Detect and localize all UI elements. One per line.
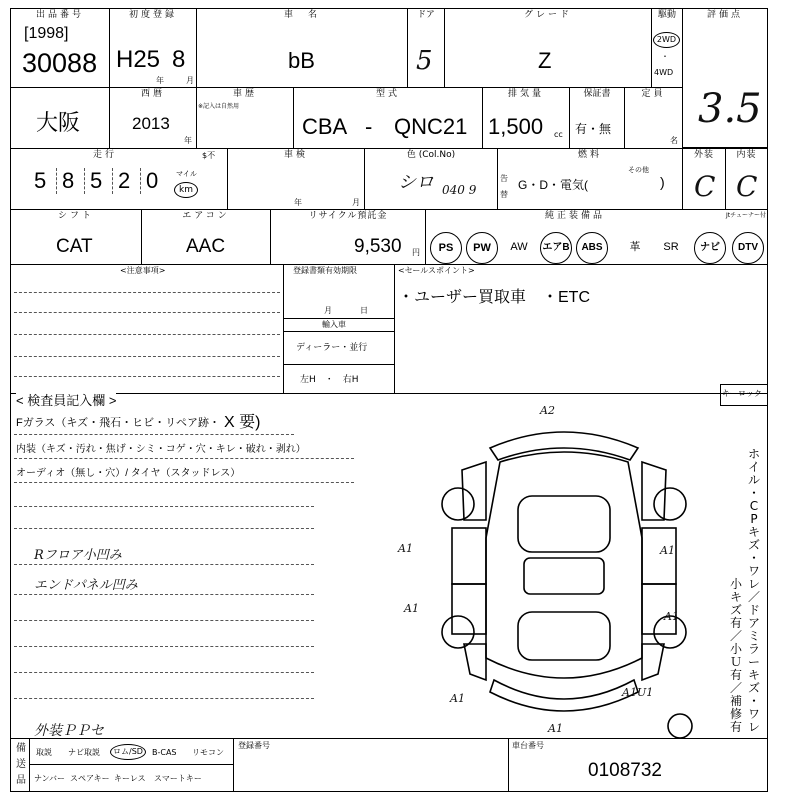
shaken-month: 月 — [352, 198, 360, 207]
side-note-char: ズ — [747, 681, 760, 695]
wheel-front-left — [442, 488, 474, 520]
fender-right-rear — [642, 644, 664, 680]
accessory-remote: リモコン — [192, 748, 224, 757]
spare-tire — [668, 714, 692, 738]
mileage-unit-km: km — [174, 182, 198, 198]
car-roof — [524, 558, 604, 594]
mileage-digit: 0 — [146, 168, 159, 193]
shaken-header: 車検 — [283, 150, 308, 160]
hand-note-floor: Rフロア小凹み — [34, 548, 122, 563]
doc-date-month: 月 — [324, 306, 332, 315]
side-note-char: ホ — [747, 447, 760, 461]
equipment-ps: PS — [430, 232, 462, 264]
side-note-char: ワ — [747, 564, 760, 578]
damage-mark-left-front: A1 — [398, 542, 413, 555]
year-unit: 年 — [184, 136, 192, 145]
notes-line — [14, 334, 280, 335]
exterior-header: 外装 — [693, 150, 714, 160]
first-reg-month-unit: 月 — [186, 76, 194, 85]
displacement-unit: cc — [554, 130, 563, 139]
japan-tuner-header: Jtチューナー付 — [726, 212, 766, 219]
score-value: 3.5 — [698, 86, 762, 132]
displacement-value: 1,500 — [488, 114, 544, 139]
shift-header: シフト — [57, 211, 94, 221]
side-note-char: レ — [747, 577, 760, 591]
audio-line: オーディオ（無し・穴）/ タイヤ（スタッドレス） — [16, 468, 241, 479]
side-note-char: 小 — [729, 642, 742, 656]
lot-number: 30088 — [22, 48, 98, 78]
import-dealer: ディーラー・並行 — [296, 343, 368, 353]
drive-header: 駆動 — [657, 10, 676, 20]
notes-line — [14, 356, 280, 357]
damage-mark-rear: A1 — [548, 722, 563, 735]
door-count: 5 — [416, 46, 433, 76]
reg-no-header: 登録番号 — [238, 741, 270, 750]
side-note-char: P — [750, 512, 758, 526]
recycle-value: 9,530 — [354, 236, 402, 257]
aircon-header: エアコン — [182, 211, 230, 221]
shift-value: CAT — [56, 236, 93, 257]
car-front-bumper — [490, 432, 638, 460]
displacement-header: 排気量 — [507, 89, 544, 99]
year-western: 2013 — [132, 114, 170, 133]
door-right-rear — [642, 584, 676, 634]
exterior-grade: C — [694, 170, 716, 203]
mileage-header: 走行 — [92, 150, 117, 160]
grade-header: グレード — [523, 10, 572, 20]
side-note-char: ／ — [747, 590, 760, 604]
equipment-dtv: DTV — [732, 232, 764, 264]
equipment-sunroof: SR — [663, 241, 679, 253]
drive-4wd: 4WD — [654, 68, 674, 77]
model-prefix: CBA — [302, 114, 348, 139]
car-rear-window — [518, 612, 610, 660]
warranty-header: 保証書 — [583, 89, 611, 99]
notes-cell — [10, 264, 284, 394]
damage-mark-right-front: A1 — [660, 544, 675, 557]
damage-mark-right-quarter: A1U1 — [622, 686, 654, 699]
notes-line — [14, 376, 280, 377]
interior-grade: C — [736, 170, 758, 203]
equipment-aw: AW — [510, 241, 528, 253]
side-note-char: キ — [747, 668, 760, 682]
inspector-line — [14, 594, 314, 595]
accessory-navi-manual: ナビ取説 — [68, 748, 100, 757]
reg-no-cell — [233, 738, 509, 792]
inspector-header: < 検査員記入欄 > — [16, 390, 116, 409]
side-note-char: キ — [729, 590, 742, 604]
equipment-header: 純正装備品 — [544, 211, 605, 221]
shaken-year: 年 — [294, 198, 302, 207]
fender-left-rear — [464, 644, 486, 680]
mileage-digit: 5 — [34, 168, 47, 193]
side-note-char: キ — [747, 525, 760, 539]
side-note-char: 有 — [729, 616, 742, 630]
side-note-char: ／ — [729, 681, 742, 695]
mileage-digit-divider — [112, 168, 113, 194]
inspector-line — [14, 482, 354, 483]
accessory-plate: ナンバー — [34, 774, 66, 783]
equipment-navi: ナビ — [694, 232, 726, 264]
damage-mark-front: A2 — [540, 404, 555, 417]
mileage-unit-mile: マイル — [176, 170, 197, 178]
recycle-header: リサイクル預託金 — [308, 211, 388, 221]
inspector-line — [14, 458, 354, 459]
inspector-line — [14, 564, 314, 565]
side-note-char: ド — [747, 603, 760, 617]
first-reg-year-unit: 年 — [156, 76, 164, 85]
accessory-spare-key: スペアキー — [70, 774, 110, 783]
fuel-other: その他 — [628, 166, 649, 174]
car-windshield — [518, 496, 610, 552]
side-note-char: ・ — [747, 551, 760, 565]
color-name: シロ — [398, 172, 434, 193]
side-note-char: C — [749, 499, 759, 513]
equipment-abs: ABS — [576, 232, 608, 264]
interior-line: 内装（キズ・汚れ・焦げ・シミ・コゲ・穴・キレ・破れ・剥れ） — [16, 444, 306, 455]
model-header: 型式 — [375, 89, 400, 99]
key-lock-header: キーロック — [722, 389, 762, 398]
car-diagram — [424, 408, 704, 738]
mileage-digit-divider — [84, 168, 85, 194]
inspector-line — [14, 506, 314, 507]
side-note-char: 修 — [729, 707, 742, 721]
f-glass-line: Fガラス（キズ・飛石・ヒビ・リペア跡・ — [16, 417, 220, 429]
side-note-char: ズ — [729, 603, 742, 617]
first-reg-month: 8 — [172, 46, 186, 73]
inspector-line — [14, 620, 314, 621]
car-name-header: 車 名 — [283, 10, 320, 20]
sales-point-text: ・ユーザー買取車 ・ETC — [398, 289, 591, 306]
model-dash: - — [365, 114, 373, 139]
import-steering: 左H ・ 右H — [300, 375, 359, 385]
notes-header: <注意事項> — [120, 266, 166, 275]
mileage-digit: 5 — [90, 168, 103, 193]
side-note-char: イ — [747, 460, 760, 474]
accessory-keyless: キーレス — [114, 774, 146, 783]
car-rear-bumper — [490, 680, 638, 711]
fender-left-front — [462, 462, 486, 520]
side-note-char: レ — [747, 720, 760, 734]
grade-value: Z — [538, 48, 552, 73]
car-name: bB — [288, 48, 315, 73]
inspector-line — [14, 672, 314, 673]
side-note-char: ・ — [747, 694, 760, 708]
score-header: 評価点 — [706, 10, 743, 20]
interior-header: 内装 — [736, 150, 757, 160]
mileage-digit-divider — [56, 168, 57, 194]
drive-2wd: 2WD — [653, 32, 680, 48]
side-note-char: ・ — [747, 486, 760, 500]
damage-mark-left-quarter: A1 — [450, 692, 465, 705]
side-note-char: 有 — [729, 720, 742, 734]
damage-mark-right-rear: A1 — [664, 610, 679, 623]
side-note-char: ア — [747, 616, 760, 630]
damage-mark-left-rear: A1 — [404, 602, 419, 615]
history-header: 車歴 — [232, 89, 257, 99]
color-header: 色 (Col.No) — [406, 150, 456, 160]
year-header: 西暦 — [140, 89, 165, 99]
side-note-char: 有 — [729, 668, 742, 682]
recycle-unit: 円 — [412, 248, 420, 257]
fuel-label-bottom: 替 — [500, 190, 508, 199]
mileage-digit-divider — [140, 168, 141, 194]
lot-number-header: 出品番号 — [35, 10, 84, 20]
accessory-smart-key: スマートキー — [154, 774, 202, 783]
accessories-side-label: 品 — [16, 775, 26, 786]
accessories-divider — [30, 764, 234, 765]
chassis-header: 車台番号 — [512, 741, 544, 750]
lot-year-tag: [1998] — [24, 25, 69, 42]
fuel-options: G・D・電気( — [518, 178, 588, 192]
side-note-char: ミ — [747, 629, 760, 643]
first-reg-era: H25 — [116, 46, 161, 73]
history-note: ※記入は自然用 — [198, 103, 240, 110]
meter-change-header: $不 — [202, 151, 216, 160]
accessories-side-label: 送 — [16, 759, 26, 770]
wheel-front-right — [654, 488, 686, 520]
equipment-pw: PW — [466, 232, 498, 264]
accessory-rom-sd: ロム/SD — [110, 744, 146, 760]
sales-point-header: <セールスポイント> — [398, 266, 475, 275]
accessories-side-label: 備 — [16, 743, 26, 754]
fuel-label-top: 告 — [500, 174, 508, 183]
accessory-bcas: B-CAS — [152, 748, 177, 757]
mileage-digit: 8 — [62, 168, 75, 193]
drive-dot: ・ — [661, 52, 669, 61]
inspector-line — [14, 434, 294, 435]
hand-note-exterior: 外装ＰＰセ — [34, 723, 104, 739]
doc-date-header: 登録書類有効期限 — [293, 266, 357, 275]
side-note-char: Ｕ — [729, 655, 742, 669]
capacity-header: 定員 — [641, 89, 666, 99]
car-body-outline — [486, 452, 642, 678]
chassis-number: 0108732 — [588, 760, 662, 781]
side-note-char: ル — [747, 473, 760, 487]
side-note-char: ／ — [729, 629, 742, 643]
model-code: QNC21 — [394, 114, 468, 139]
door-left-front — [452, 528, 486, 584]
fuel-header: 燃料 — [577, 150, 602, 160]
notes-line — [14, 312, 280, 313]
doc-date-day: 日 — [360, 306, 368, 315]
door-header: ドア — [417, 10, 435, 20]
equipment-airbag: エアB — [540, 232, 572, 264]
import-header: 輸入車 — [322, 320, 346, 329]
hand-note-panel: エンドパネル凹み — [34, 578, 138, 593]
accessory-manual: 取説 — [36, 748, 52, 757]
side-note-char: ラ — [747, 642, 760, 656]
side-note-char: 小 — [729, 577, 742, 591]
notes-line — [14, 292, 280, 293]
equipment-leather: 革 — [629, 241, 641, 253]
f-glass-repair: X 要) — [224, 414, 261, 431]
side-note-char: 補 — [729, 694, 742, 708]
side-note-char: ワ — [747, 707, 760, 721]
side-note-char: ズ — [747, 538, 760, 552]
first-reg-header: 初度登録 — [128, 10, 177, 20]
inspector-line — [14, 528, 314, 529]
auction-sheet — [10, 8, 768, 792]
side-note-char: ー — [747, 655, 760, 669]
aircon-value: AAC — [186, 236, 226, 257]
capacity-unit: 名 — [670, 136, 678, 145]
door-left-rear — [452, 584, 486, 634]
color-code: 040 9 — [442, 183, 477, 197]
fender-right-front — [642, 462, 666, 520]
fuel-close: ) — [660, 174, 665, 190]
region: 大阪 — [36, 110, 81, 135]
inspector-line — [14, 646, 314, 647]
inspector-line — [14, 698, 314, 699]
warranty-value: 有・無 — [575, 122, 612, 136]
mileage-digit: 2 — [118, 168, 131, 193]
